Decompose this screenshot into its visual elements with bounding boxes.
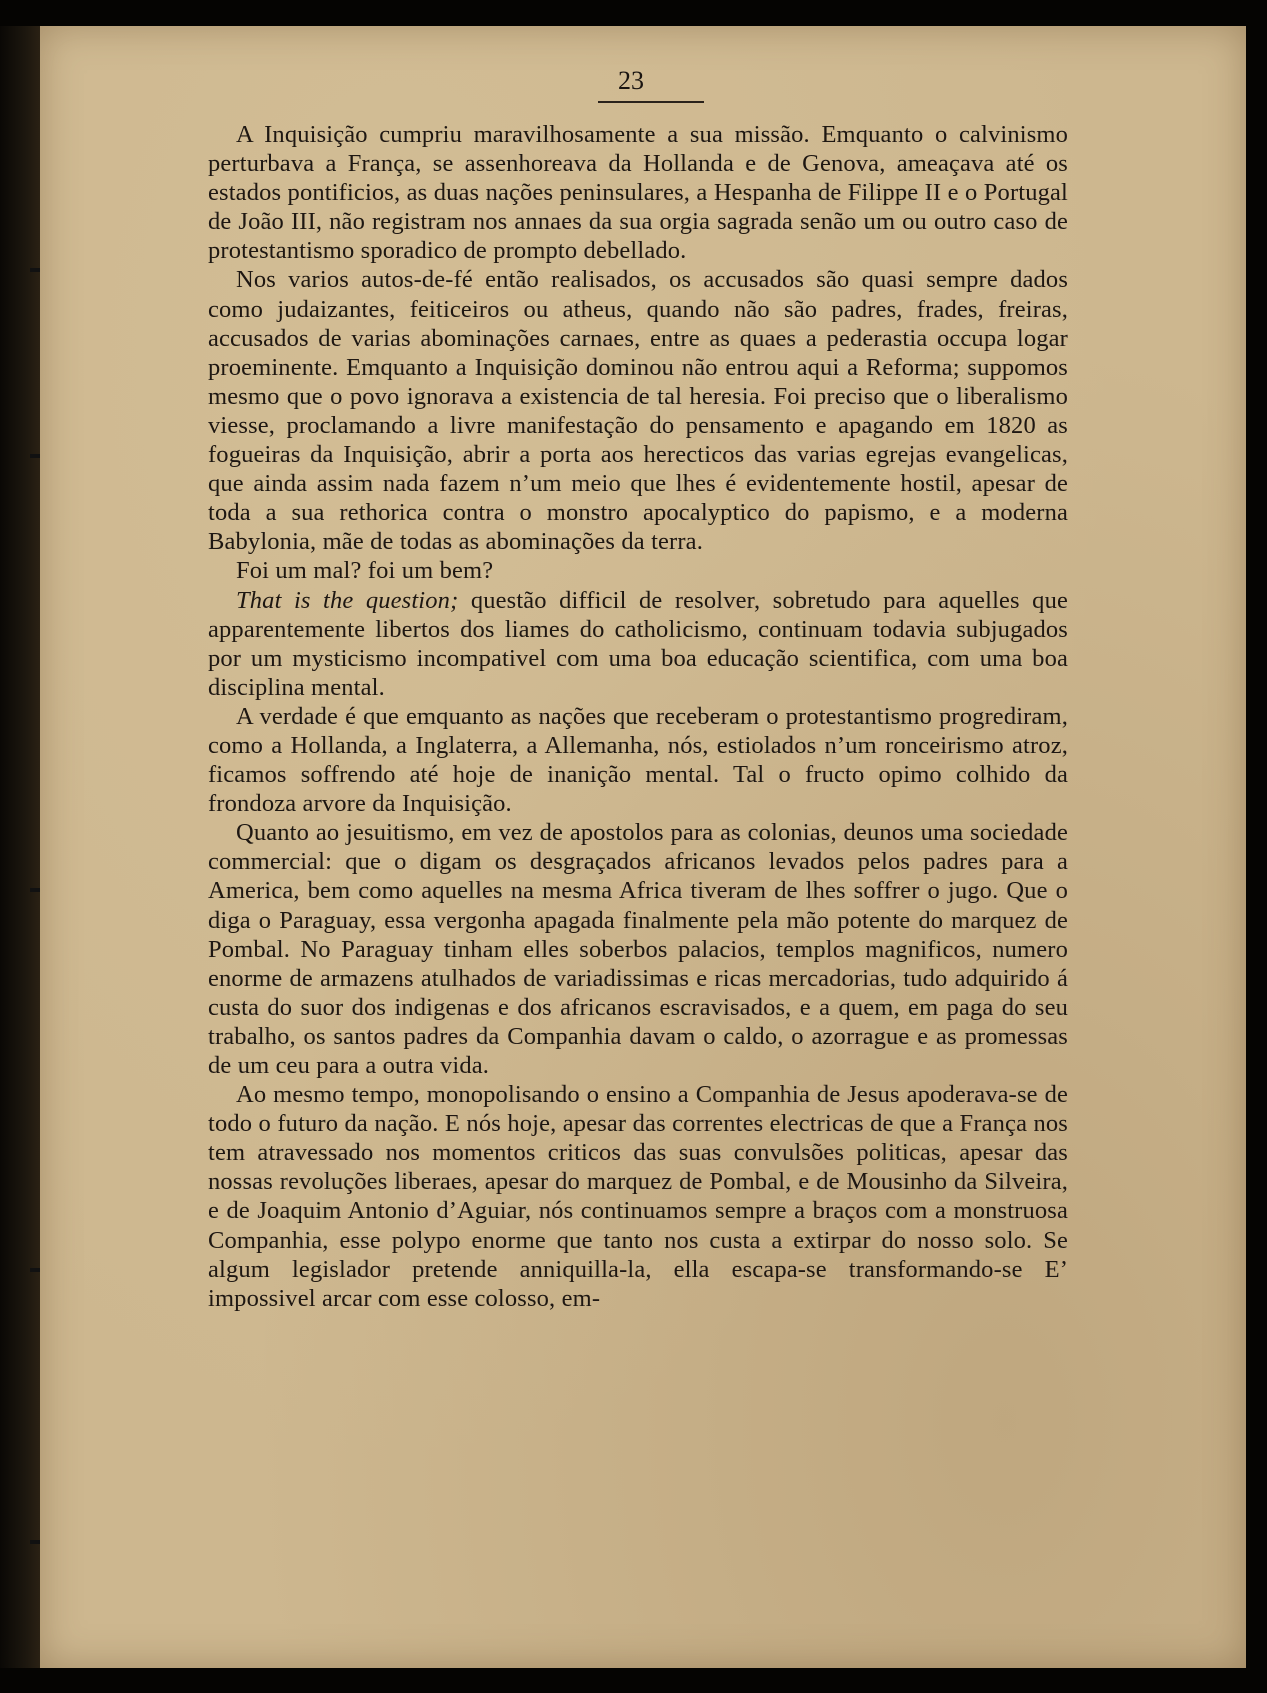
paragraph	[208, 586, 1068, 702]
page-number-rule	[598, 101, 704, 103]
book-binding	[0, 26, 40, 1668]
page-number: 23	[618, 66, 644, 95]
paragraph: A Inquisição cumpriu maravilhosamente a sua missão. Emquanto o calvinismo perturbava a França, se assenhoreava da Hollanda e de Genova, ameaçava até os estados pontificios, as duas nações peninsulares, a Hespanha de Filippe II e o Portugal de João III, não registram nos annaes da sua orgia sagrada senão um ou outro caso de protestantismo sporadico de prompto debellado.	[208, 121, 1068, 265]
paragraph: A verdade é que emquanto as nações que receberam o protestantismo progrediram, como a Hollanda, a Inglaterra, a Allemanha, nós, estiolados n’um ronceirismo atroz, ficamos soffrendo até hoje de inanição mental. Tal o fructo opimo colhido da frondoza arvore da Inquisição.	[208, 702, 1068, 818]
italic-phrase: That is the question;	[236, 586, 459, 614]
body-text	[208, 120, 1068, 1313]
paragraph: Quanto ao jesuitismo, em vez de apostolos para as colonias, deunos uma sociedade commercial: que o digam os desgraçados africanos levados pelos padres para a America, bem como aquelles na mesma Africa tiveram de lhes soffrer o jugo. Que o diga o Paraguay, essa vergonha apagada finalmente pela mão potente do marquez de Pombal. No Paraguay tinham elles soberbos palacios, templos magnificos, numero enorme de armazens atulhados de variadissimas e ricas mercadorias, tudo adquirido á custa do suor dos indigenas e dos africanos escravisados, e a quem, em paga do seu trabalho, os santos padres da Companhia davam o caldo, o azorrague e as promessas de um ceu para a outra vida.	[208, 819, 1068, 1079]
paragraph: Foi um mal? foi um bem?	[236, 557, 494, 585]
paragraph: Ao mesmo tempo, monopolisando o ensino a Companhia de Jesus apoderava-se de todo o futuro da nação. E nós hoje, apesar das correntes electricas de que a França nos tem atravessado nos momentos criticos das suas convulsões politicas, apesar das nossas revoluções liberaes, apesar do marquez de Pombal, e de Mousinho da Silveira, e de Joaquim Antonio d’Aguiar, nós continuamos sempre a braços com a monstruosa Companhia, esse polypo enorme que tanto nos custa a extirpar do nosso solo. Se algum legislador pretende anniquilla-la, ella escapa-se transformando-se E’ impossivel arcar com esse colosso, em-	[208, 1081, 1068, 1312]
paragraph: Nos varios autos-de-fé então realisados, os accusados são quasi sempre dados como judaizantes, feiticeiros ou atheus, quando não são padres, frades, freiras, accusados de varias abominações carnaes, entre as quaes a pederastia occupa logar proeminente. Emquanto a Inquisição dominou não entrou aqui a Reforma; suppomos mesmo que o povo ignorava a existencia de tal heresia. Foi preciso que o liberalismo viesse, proclamando a livre manifestação do pensamento e apagando em 1820 as fogueiras da Inquisição, abrir a porta aos herecticos das varias egrejas evangelicas, que ainda assim nada fazem n’um meio que lhes é evidentemente hostil, apesar de toda a sua rethorica contra o monstro apocalyptico do papismo, e a moderna Babylonia, mãe de todas as abominações da terra.	[208, 266, 1068, 556]
paragraph-text: questão difficil de resolver, sobretudo para aquelles que apparentemente libertos dos liames do catholicismo, continuam todavia subjugados por um mysticismo incompativel com uma boa educação scientifica, com uma boa disciplina mental.	[208, 586, 1068, 701]
